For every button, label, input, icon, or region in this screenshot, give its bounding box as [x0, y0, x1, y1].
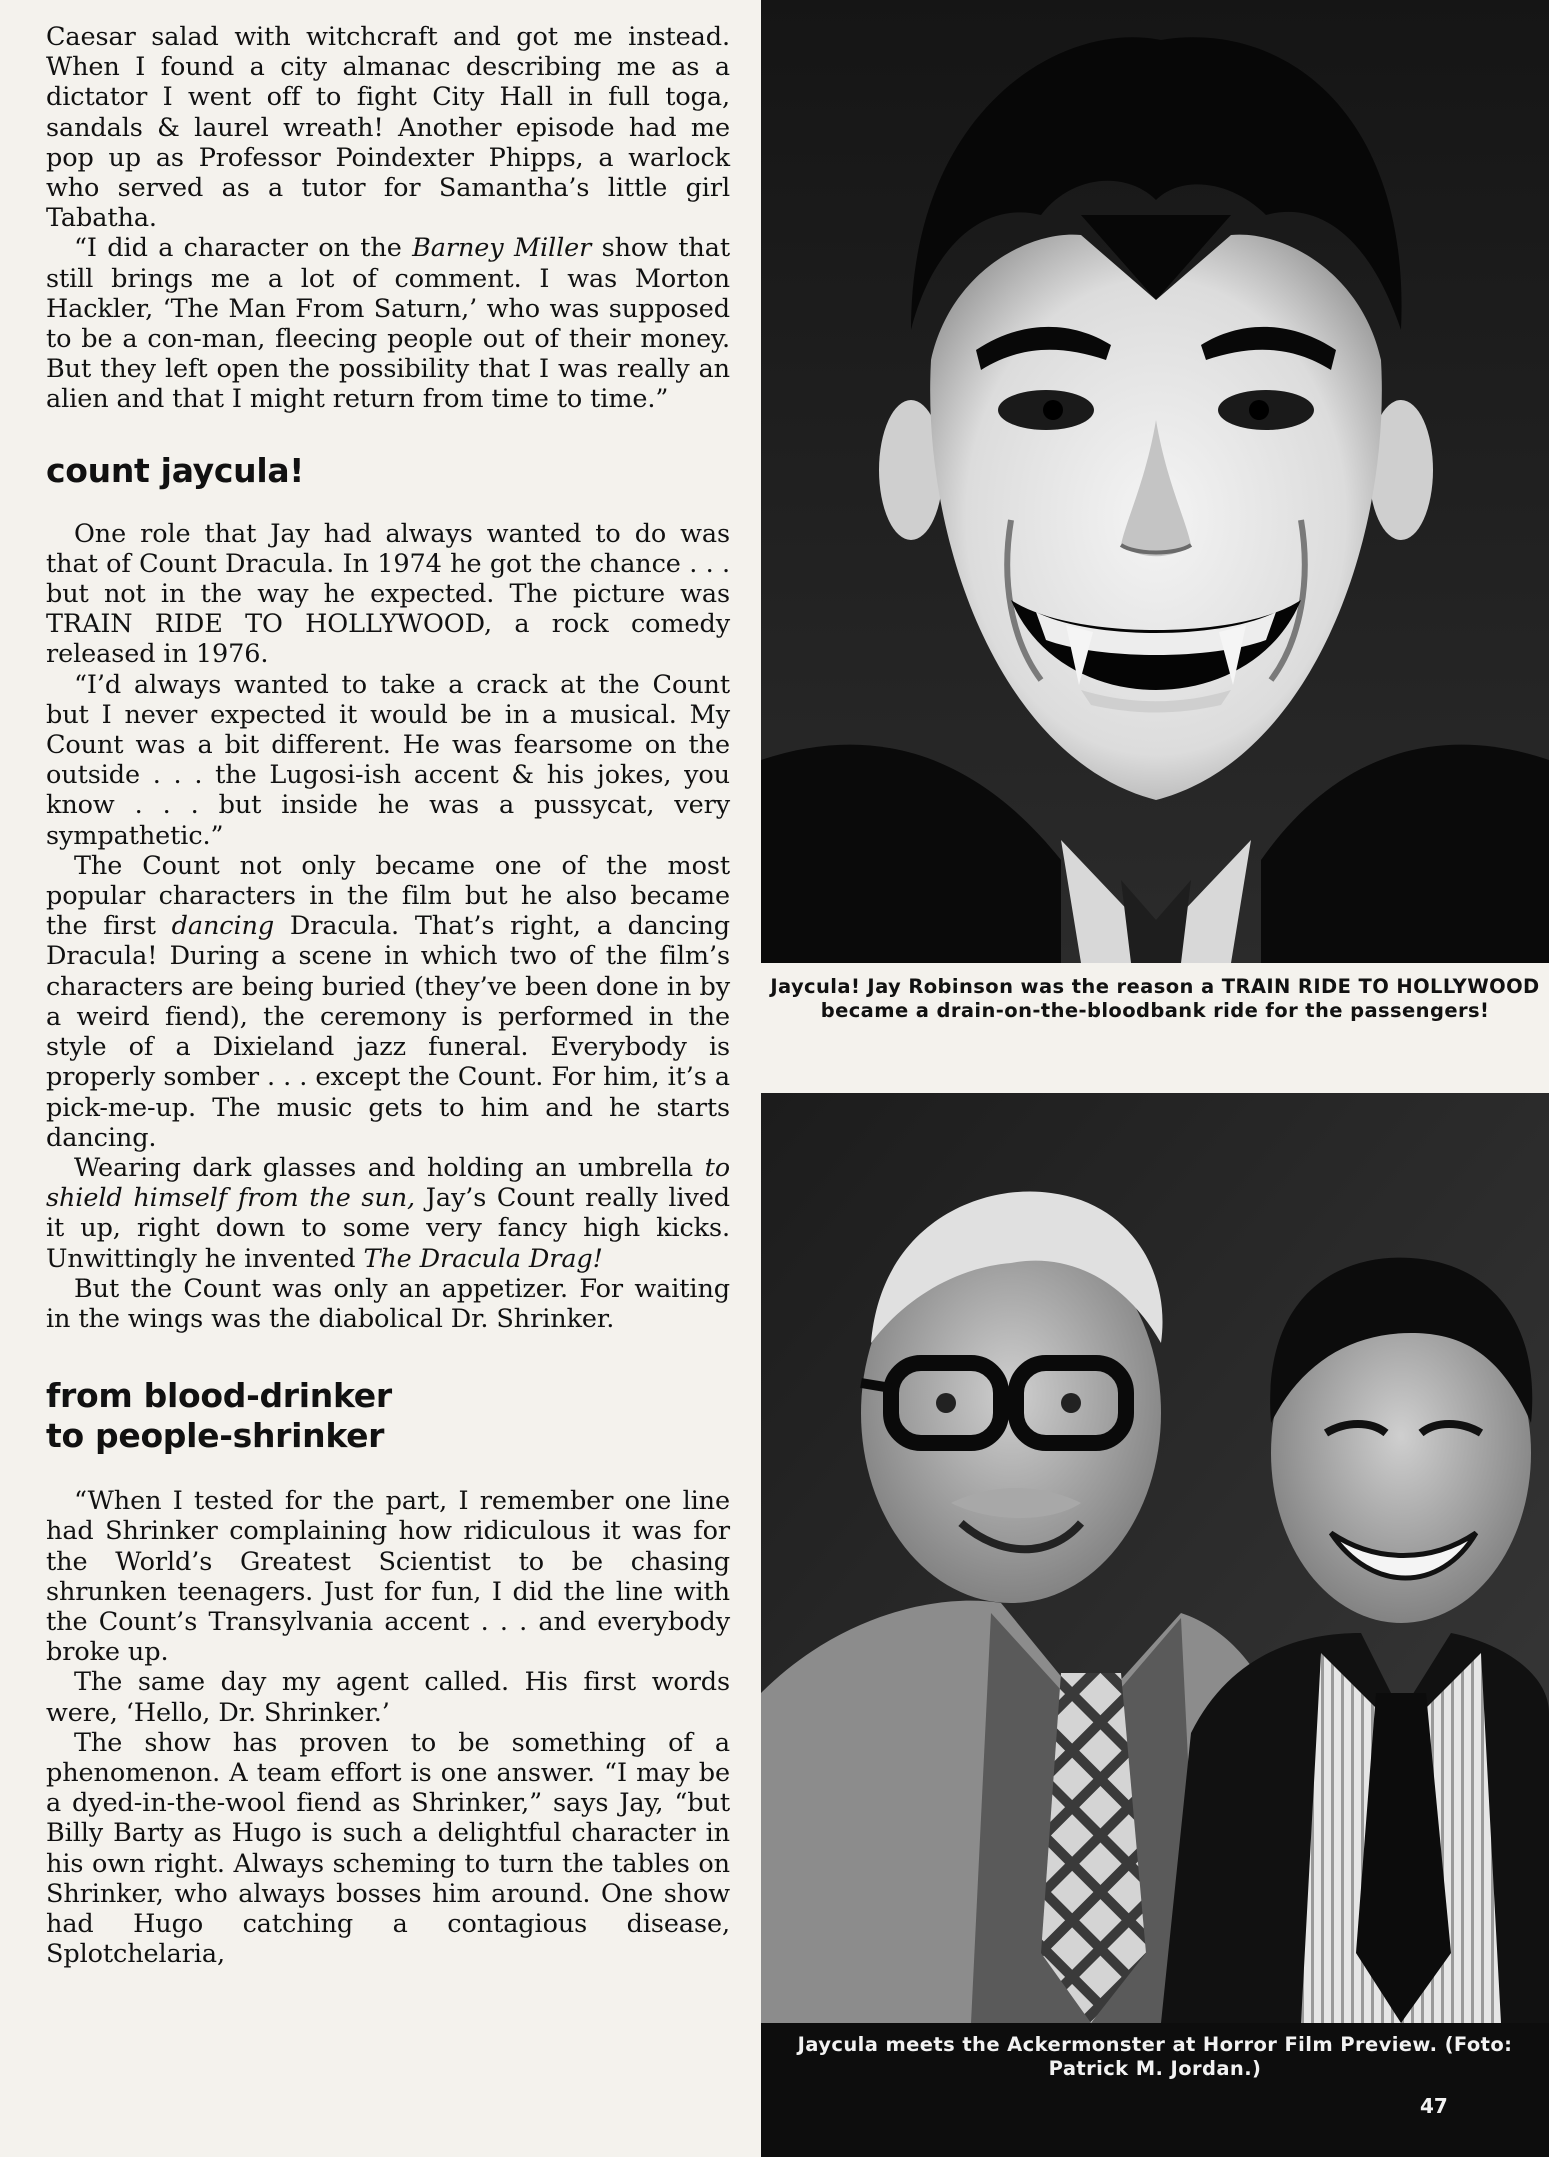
- paragraph-2: [46, 233, 730, 414]
- dracula-portrait-illustration: [761, 0, 1549, 963]
- paragraph-1: Caesar salad with witchcraft and got me instead. When I found a city almanac describing me as a dictator I went off to fight City Hall in full toga, sandals & laurel wreath! Another episode had me pop up as Professor Poindexter Phipps, a warlock who served as a tutor for Samantha’s little girl Tabatha.: [46, 22, 730, 234]
- paragraph-2-part-b: show that still brings me a lot of comment. I was Morton Hackler, ‘The Man From Saturn,’ who was supposed to be a con-man, fleecing people out of their money. But they left open the possibility that I was really an alien and that I might return from time to time.”: [46, 233, 731, 415]
- paragraph-10: The show has proven to be something of a phenomenon. A team effort is one answer. “I may be a dyed-in-the-wool fiend as Shrinker,” says Jay, “but Billy Barty as Hugo is such a delightful character in his own right. Always scheming to turn the tables on Shrinker, who always bosses him around. One show had Hugo catching a contagious disease, Splotchelaria,: [46, 1727, 730, 1970]
- photo-jaycula-meets-ackermonster: [761, 1093, 1549, 2023]
- paragraph-6-italic-title: The Dracula Drag!: [363, 1243, 603, 1274]
- section-heading-blood-drinker: [46, 1376, 730, 1456]
- photo-2-caption: Jaycula meets the Ackermonster at Horror Film Preview. (Foto: Patrick M. Jordan.): [761, 2023, 1549, 2157]
- article-column: [46, 22, 730, 1969]
- show-title-barney-miller: Barney Miller: [412, 233, 592, 264]
- paragraph-3: One role that Jay had always wanted to do was that of Count Dracula. In 1974 he got the chance . . . but not in the way he expected. The picture was TRAIN RIDE TO HOLLYWOOD, a rock comedy released in 1976.: [46, 518, 730, 670]
- photo-1-caption: Jaycula! Jay Robinson was the reason a TRAIN RIDE TO HOLLYWOOD became a drain-on-the-bloodbank ride for the passengers!: [770, 975, 1540, 1022]
- photo-count-jaycula: [761, 0, 1549, 963]
- two-men-portrait-illustration: [761, 1093, 1549, 2023]
- paragraph-2-part-a: “I did a character on the: [74, 233, 413, 264]
- paragraph-5-part-a: The Count not only became one of the most popular characters in the film but he also became the first: [46, 850, 730, 942]
- paragraph-6-italic: to shield himself from the sun,: [46, 1152, 730, 1214]
- paragraph-6-part-a: Wearing dark glasses and holding an umbrella: [74, 1152, 705, 1183]
- paragraph-9: The same day my agent called. His first words were, ‘Hello, Dr. Shrinker.’: [46, 1667, 730, 1728]
- heading-line-2: to people-shrinker: [46, 1416, 385, 1456]
- paragraph-6: [46, 1153, 730, 1274]
- paragraph-6-part-b: Jay’s Count really lived it up, right down to some very fancy high kicks. Unwittingly he invented: [46, 1183, 730, 1274]
- heading-line-1: from blood-drinker: [46, 1376, 392, 1416]
- paragraph-5: [46, 851, 730, 1153]
- page-number: 47: [1420, 2094, 1448, 2118]
- paragraph-7: But the Count was only an appetizer. For waiting in the wings was the diabolical Dr. Shrinker.: [46, 1273, 730, 1334]
- paragraph-5-italic: dancing: [171, 911, 275, 942]
- paragraph-8: “When I tested for the part, I remember one line had Shrinker complaining how ridiculous it was for the World’s Greatest Scientist to be chasing shrunken teenagers. Just for fun, I did the line with the Count’s Transylvania accent . . . and everybody broke up.: [46, 1486, 730, 1668]
- paragraph-4: “I’d always wanted to take a crack at the Count but I never expected it would be in a musical. My Count was a bit different. He was fearsome on the outside . . . the Lugosi-ish accent & his jokes, you know . . . but inside he was a pussycat, very sympathetic.”: [46, 669, 730, 851]
- paragraph-5-part-b: Dracula. That’s right, a dancing Dracula! During a scene in which two of the film’s characters are being buried (they’ve been done in by a weird fiend), the ceremony is performed in the style of a Dixieland jazz funeral. Everybody is properly somber . . . except the Count. For him, it’s a pick-me-up. The music gets to him and he starts dancing.: [46, 911, 731, 1153]
- section-heading-count-jaycula: count jaycula!: [46, 450, 305, 490]
